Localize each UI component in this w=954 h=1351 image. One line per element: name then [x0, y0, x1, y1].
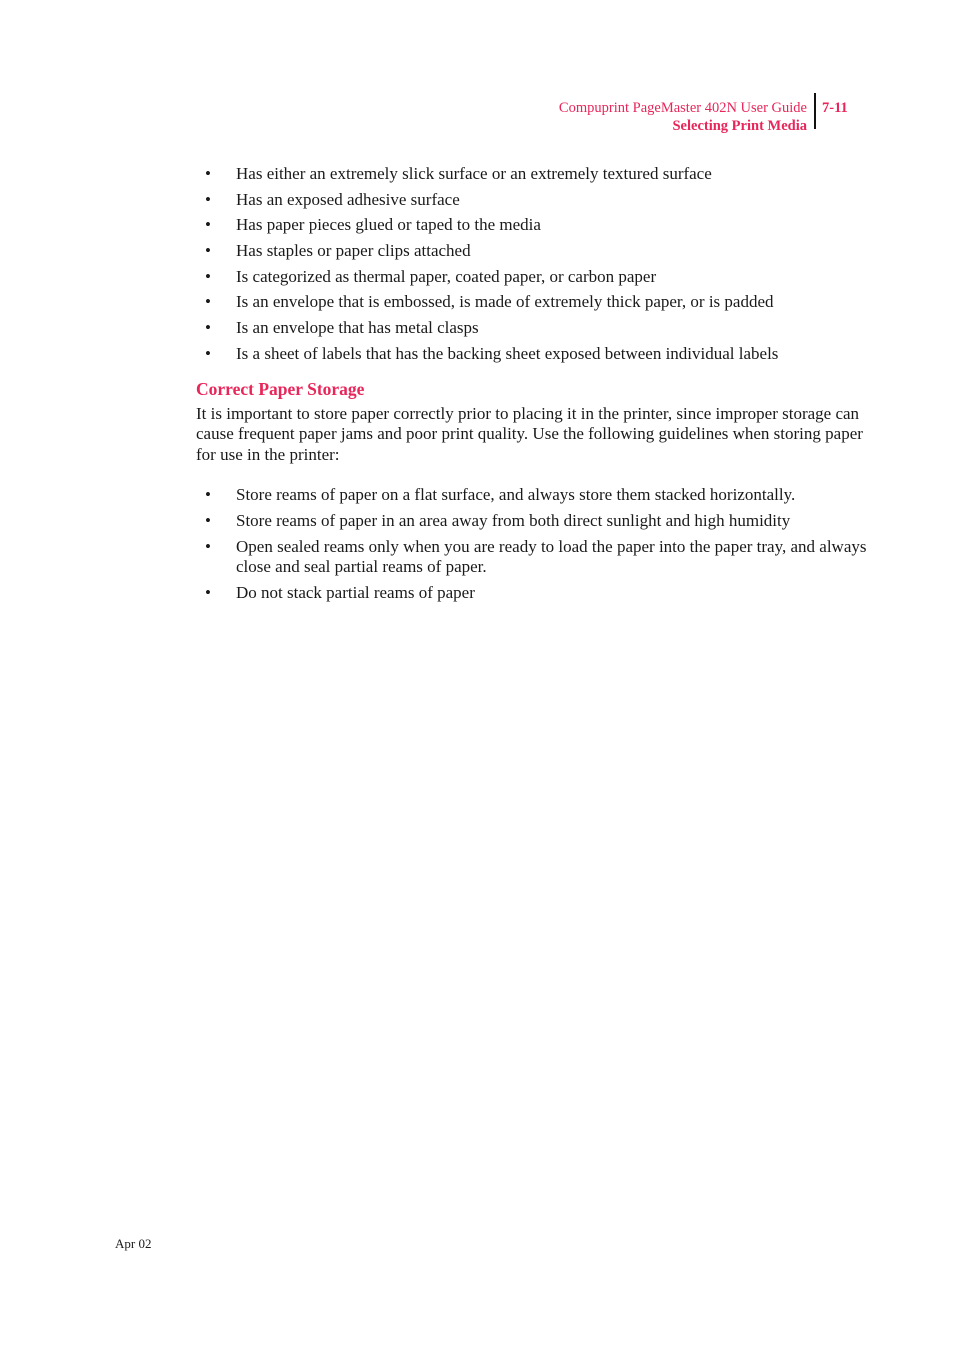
guide-title: Compuprint PageMaster 402N User Guide — [558, 100, 807, 116]
list-item-text: Is a sheet of labels that has the backing sheet exposed between individual labels — [236, 343, 779, 363]
bullet-icon: • — [205, 266, 211, 286]
bullet-icon: • — [205, 343, 211, 363]
list-item — [196, 537, 876, 577]
list-item-text: Is categorized as thermal paper, coated paper, or carbon paper — [236, 266, 657, 286]
storage-guidelines-list — [196, 485, 876, 603]
bullet-icon: • — [205, 318, 211, 338]
list-item — [196, 267, 876, 287]
list-item — [196, 241, 876, 261]
list-item-text: Has either an extremely slick surface or an extremely textured surface — [236, 164, 712, 183]
list-item — [196, 583, 876, 603]
body-paragraph: It is important to store paper correctly prior to placing it in the printer, since improper storage can cause frequent paper jams and poor print quality. Use the following guidelines when storing paper for use in the printer: — [196, 403, 863, 464]
list-item — [196, 164, 876, 184]
bullet-icon: • — [205, 292, 211, 312]
header-divider — [814, 93, 816, 129]
bullet-icon: • — [205, 485, 211, 505]
list-item-text: Store reams of paper in an area away from both direct sunlight and high humidity — [236, 511, 791, 531]
list-item-text: Is an envelope that is embossed, is made of extremely thick paper, or is padded — [236, 292, 774, 312]
footer-date: Apr 02 — [115, 1236, 152, 1251]
bullet-icon: • — [205, 582, 211, 602]
list-item — [196, 318, 876, 338]
page-content — [196, 164, 876, 609]
list-item-text: Open sealed reams only when you are ready to load the paper into the paper tray, and always close and seal partial reams of paper. — [236, 537, 867, 577]
list-item-text: Has an exposed adhesive surface — [236, 189, 460, 209]
section-heading: Correct Paper Storage — [196, 378, 365, 399]
list-item — [196, 190, 876, 210]
bullet-icon: • — [205, 537, 211, 557]
list-item-text: Store reams of paper on a flat surface, and always store them stacked horizontally. — [236, 485, 796, 505]
list-item — [196, 485, 876, 505]
bullet-icon: • — [205, 164, 211, 183]
list-item-text: Is an envelope that has metal clasps — [236, 318, 479, 338]
section-title: Selecting Print Media — [672, 118, 807, 134]
bullet-icon: • — [205, 215, 211, 235]
page-number: 7-11 — [822, 100, 848, 116]
list-item-text: Do not stack partial reams of paper — [236, 582, 475, 602]
list-item-text: Has paper pieces glued or taped to the media — [236, 215, 541, 235]
list-item — [196, 344, 876, 364]
list-item — [196, 215, 876, 235]
list-item-text: Has staples or paper clips attached — [236, 241, 471, 261]
bullet-icon: • — [205, 241, 211, 261]
bullet-icon: • — [205, 511, 211, 531]
unsuitable-media-list — [196, 164, 876, 364]
bullet-icon: • — [205, 189, 211, 209]
list-item — [196, 292, 876, 312]
list-item — [196, 511, 876, 531]
